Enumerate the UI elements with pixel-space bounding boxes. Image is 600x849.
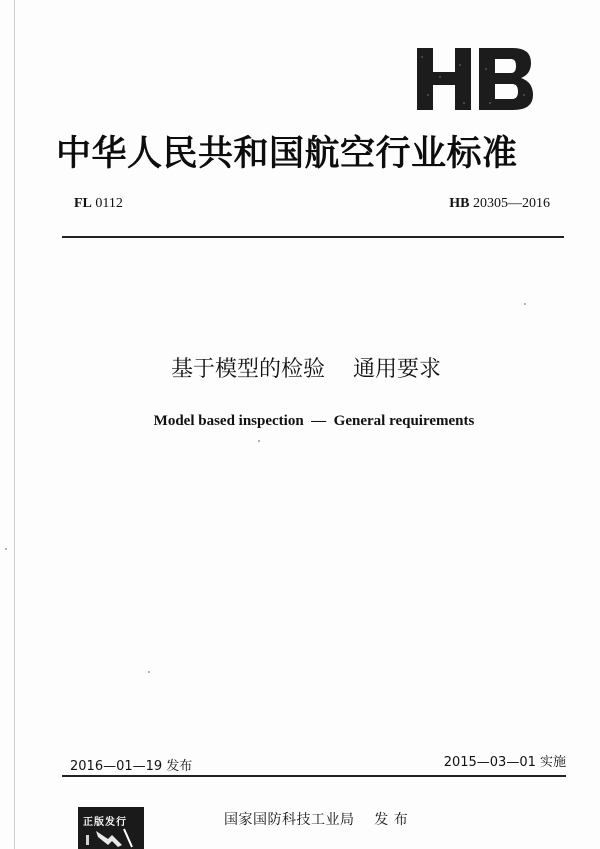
standard-number — [449, 196, 550, 212]
hb-logo — [415, 44, 535, 114]
stamp-label: 正版发行 — [83, 817, 127, 828]
print-speck — [148, 671, 150, 673]
implementation-date: 2015—03—01 实施 — [443, 755, 566, 770]
publisher-line: 国家国防科技工业局 发 布 — [224, 812, 409, 828]
print-speck — [5, 548, 7, 550]
print-speck — [524, 303, 526, 305]
industry-standard-title: 中华人民共和国航空行业标准 — [56, 134, 518, 174]
issue-date: 2016—01—19 发布 — [70, 759, 193, 774]
standard-number-value: 20305—2016 — [473, 196, 550, 211]
document-title-english: Model based inspection — General requirements — [153, 413, 475, 429]
classification-prefix: FL — [74, 196, 92, 211]
print-speck — [258, 440, 260, 442]
document-title-chinese: 基于模型的检验 通用要求 — [171, 357, 441, 382]
standard-prefix: HB — [449, 196, 470, 211]
classification-number: 0112 — [95, 196, 123, 211]
genuine-edition-stamp — [78, 807, 144, 849]
classification-code — [74, 196, 123, 212]
top-divider — [62, 236, 564, 238]
bottom-divider — [62, 775, 566, 777]
